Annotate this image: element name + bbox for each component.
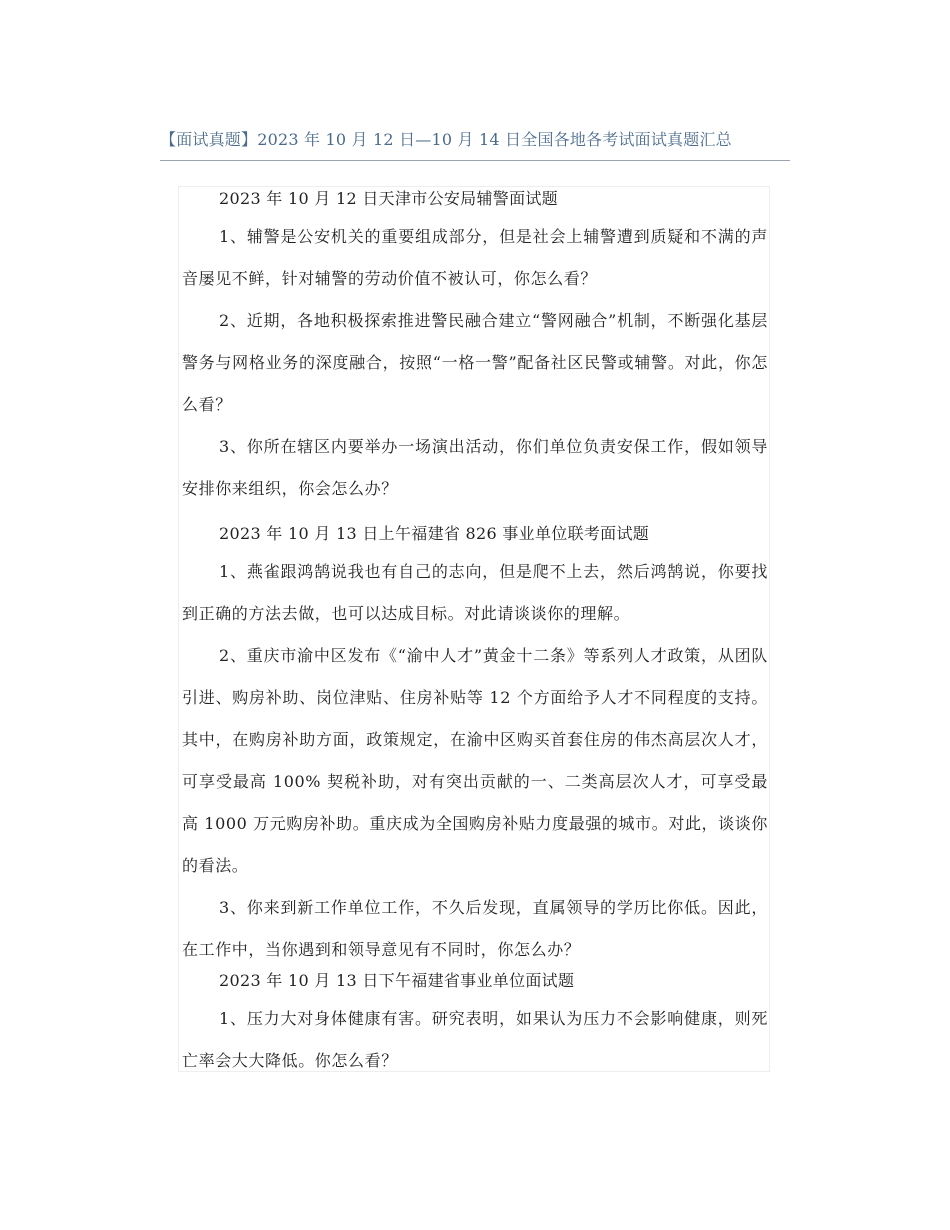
question-item: 1、燕雀跟鸿鹄说我也有自己的志向，但是爬不上去，然后鸿鹄说，你要找到正确的方法去做，也可以达成目标。对此请谈谈你的理解。 xyxy=(182,562,768,623)
question-item: 2、重庆市渝中区发布《“渝中人才”黄金十二条》等系列人才政策，从团队引进、购房补助、岗位津贴、住房补贴等 12 个方面给予人才不同程度的支持。其中，在购房补助方面，政策规定，在渝中区购买首套住房的伟杰高层次人才，可享受最高 100% 契税补助，对有突出贡献的一、二类高层次人才，可享受最高 1000 万元购房补助。重庆成为全国购房补贴力度最强的城市。对此，谈谈你的看法。 xyxy=(182,646,768,875)
section-fujian-afternoon xyxy=(182,968,768,1082)
section-fujian-morning xyxy=(182,521,768,971)
section-tianjin-police xyxy=(182,186,768,510)
question-item: 2、近期，各地积极探索推进警民融合建立“警网融合”机制，不断强化基层警务与网格业务的深度融合，按照“一格一警”配备社区民警或辅警。对此，你怎么看？ xyxy=(182,311,768,414)
section-heading: 2023 年 10 月 13 日下午福建省事业单位面试题 xyxy=(219,971,575,990)
question-item: 3、你来到新工作单位工作，不久后发现，直属领导的学历比你低。因此，在工作中，当你遇到和领导意见有不同时，你怎么办？ xyxy=(182,898,768,959)
page-title: 【面试真题】2023 年 10 月 12 日—10 月 14 日全国各地各考试面试真题汇总 xyxy=(160,130,732,149)
section-heading: 2023 年 10 月 13 日上午福建省 826 事业单位联考面试题 xyxy=(219,524,650,543)
question-item: 1、压力大对身体健康有害。研究表明，如果认为压力不会影响健康，则死亡率会大大降低。你怎么看？ xyxy=(182,1009,768,1070)
section-heading: 2023 年 10 月 12 日天津市公安局辅警面试题 xyxy=(219,189,558,208)
question-item: 1、辅警是公安机关的重要组成部分，但是社会上辅警遭到质疑和不满的声音屡见不鲜，针对辅警的劳动价值不被认可，你怎么看？ xyxy=(182,227,768,288)
question-item: 3、你所在辖区内要举办一场演出活动，你们单位负责安保工作，假如领导安排你来组织，你会怎么办？ xyxy=(182,437,768,498)
title-divider xyxy=(160,160,790,161)
